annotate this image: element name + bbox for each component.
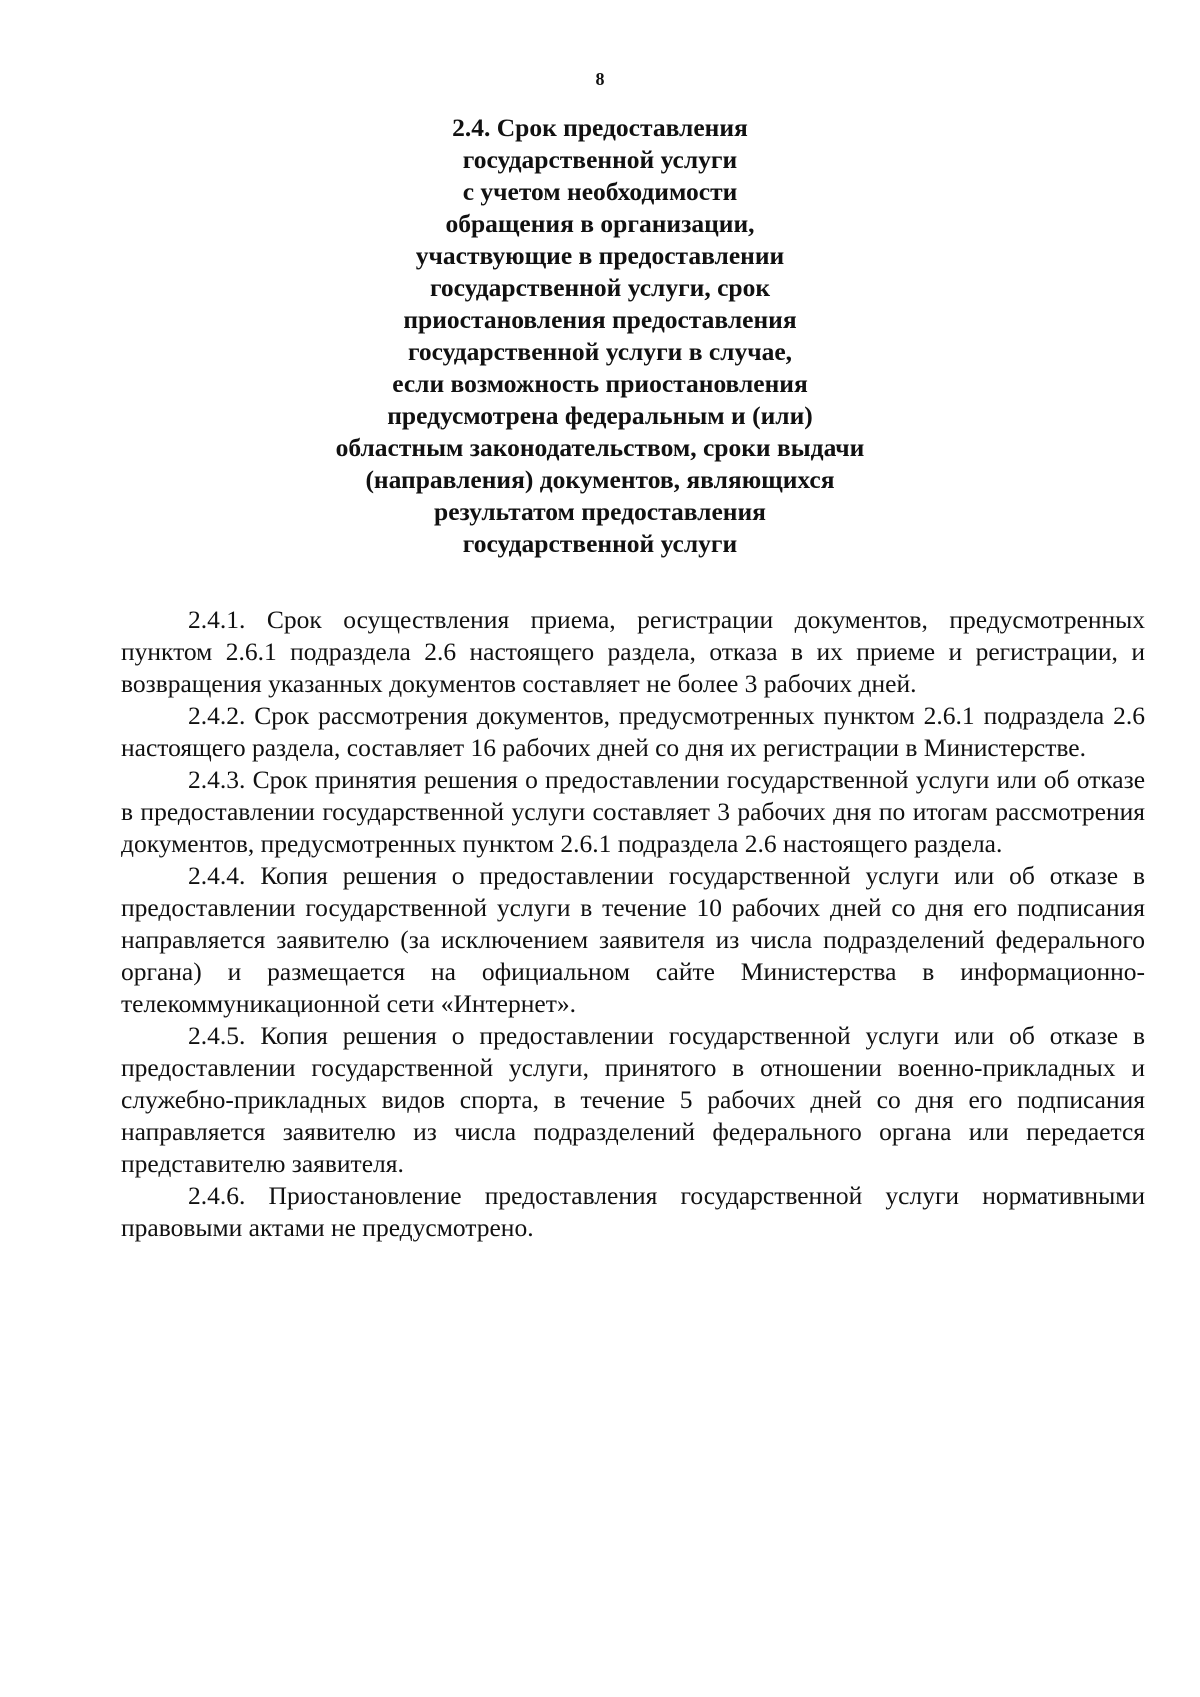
paragraph-text: Копия решения о предоставлении государственной услуги или об отказе в предоставлении государственной услуги, принятого в отношении военно-прикладных и служебно-прикладных видов спорта, в течение 5 рабочих дней со дня его подписания направляется заявителю из числа подразделений федерального органа или передается представителю заявителя. (121, 1021, 1145, 1178)
heading-line: областным законодательством, сроки выдачи (335, 433, 865, 462)
paragraph-2-4-4 (121, 860, 1145, 1020)
paragraph-number: 2.4.4. (188, 861, 246, 890)
heading-line: участвующие в предоставлении (415, 241, 785, 270)
heading-line: предусмотрена федеральным и (или) (387, 401, 813, 430)
paragraph-2-4-5 (121, 1020, 1145, 1180)
heading-line: результатом предоставления (434, 497, 766, 526)
heading-line: 2.4. Срок предоставления (452, 113, 748, 142)
paragraph-2-4-2 (121, 700, 1145, 764)
heading-line: государственной услуги, срок (429, 273, 771, 302)
heading-line: (направления) документов, являющихся (365, 465, 835, 494)
heading-line: государственной услуги в случае, (407, 337, 793, 366)
paragraph-text: Приостановление предоставления государственной услуги нормативными правовыми актами не предусмотрено. (121, 1181, 1145, 1242)
paragraph-2-4-1 (121, 604, 1145, 700)
paragraph-text: Срок рассмотрения документов, предусмотренных пунктом 2.6.1 подраздела 2.6 настоящего раздела, составляет 16 рабочих дней со дня их регистрации в Министерстве. (121, 701, 1145, 762)
paragraph-number: 2.4.2. (188, 701, 246, 730)
paragraph-number: 2.4.1. (188, 605, 246, 634)
heading-line: с учетом необходимости (462, 177, 738, 206)
page-number: 8 (595, 69, 605, 89)
paragraph-2-4-3 (121, 764, 1145, 860)
heading-line: государственной услуги (462, 529, 738, 558)
paragraph-text: Срок осуществления приема, регистрации документов, предусмотренных пунктом 2.6.1 подраздела 2.6 настоящего раздела, отказа в их приеме и регистрации, и возвращения указанных документов составляет не более 3 рабочих дней. (121, 605, 1145, 698)
paragraph-2-4-6 (121, 1180, 1145, 1244)
paragraph-number: 2.4.6. (188, 1181, 246, 1210)
paragraph-text: Копия решения о предоставлении государственной услуги или об отказе в предоставлении государственной услуги в течение 10 рабочих дней со дня его подписания направляется заявителю (за исключением заявителя из числа подразделений федерального органа) и размещается на официальном сайте Министерства в информационно-телекоммуникационной сети «Интернет». (121, 861, 1145, 1018)
heading-line: обращения в организации, (445, 209, 755, 238)
paragraph-number: 2.4.3. (188, 765, 246, 794)
heading-line: государственной услуги (462, 145, 738, 174)
heading-line: приостановления предоставления (403, 305, 797, 334)
paragraph-text: Срок принятия решения о предоставлении государственной услуги или об отказе в предоставлении государственной услуги составляет 3 рабочих дня по итогам рассмотрения документов, предусмотренных пунктом 2.6.1 подраздела 2.6 настоящего раздела. (121, 765, 1146, 858)
section-heading (0, 112, 1200, 560)
paragraph-number: 2.4.5. (188, 1021, 246, 1050)
heading-line: если возможность приостановления (392, 369, 808, 398)
body-text (121, 604, 1145, 1244)
